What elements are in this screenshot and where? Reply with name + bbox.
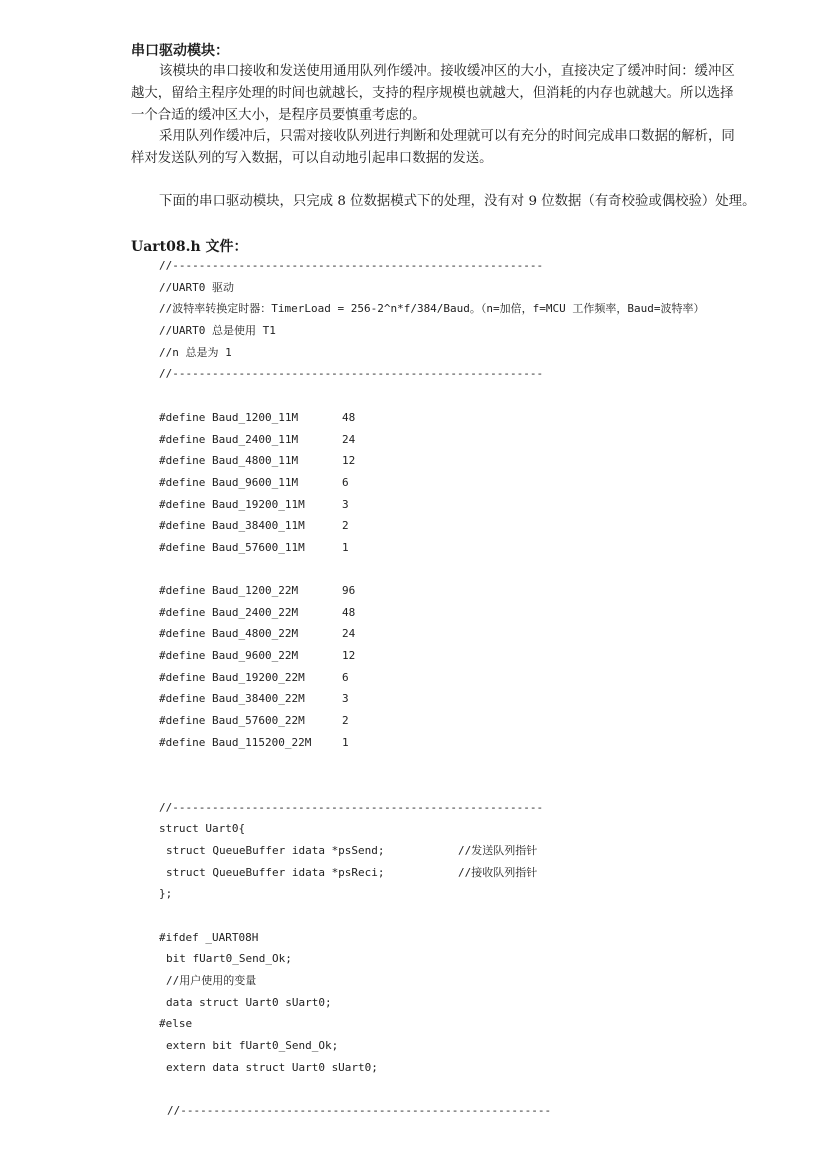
paragraph-line: 采用队列作缓冲后，只需对接收队列进行判断和处理就可以有充分的时间完成串口数据的解析，同	[159, 129, 735, 144]
define-name: #define Baud_9600_22M	[159, 649, 299, 662]
member-comment: //发送队列指针	[458, 844, 538, 857]
code-line: extern bit fUart0_Send_Ok;	[166, 1039, 339, 1052]
define-line	[159, 432, 379, 448]
define-line	[159, 648, 379, 664]
define-name: #define Baud_19200_22M	[159, 671, 305, 684]
define-value: 12	[342, 454, 356, 467]
member-decl: struct QueueBuffer idata *psSend;	[166, 844, 385, 857]
define-value: 48	[342, 411, 356, 424]
define-name: #define Baud_38400_22M	[159, 692, 305, 705]
define-line	[159, 453, 379, 469]
define-value: 96	[342, 584, 356, 597]
define-value: 6	[342, 671, 349, 684]
define-line	[159, 605, 379, 621]
struct-close: };	[159, 887, 173, 900]
define-name: #define Baud_57600_11M	[159, 541, 305, 554]
define-line	[159, 475, 379, 491]
define-line	[159, 540, 379, 556]
preprocessor-line: #ifdef _UART08H	[159, 931, 259, 944]
define-name: #define Baud_2400_11M	[159, 433, 299, 446]
struct-open: struct Uart0{	[159, 822, 246, 835]
define-value: 24	[342, 627, 356, 640]
define-value: 1	[342, 541, 349, 554]
member-decl: struct QueueBuffer idata *psReci;	[166, 866, 385, 879]
code-line: bit fUart0_Send_Ok;	[166, 952, 292, 965]
define-name: #define Baud_115200_22M	[159, 736, 312, 749]
section-title: 串口驱动模块：	[131, 43, 229, 59]
define-line	[159, 518, 379, 534]
file-title: Uart08.h 文件：	[131, 239, 248, 255]
paragraph-line: 样对发送队列的写入数据，可以自动地引起串口数据的发送。	[131, 151, 493, 166]
paragraph-line: 越大，留给主程序处理的时间也就越长，支持的程序规模也就越大，但消耗的内存也就越大。所以选择	[131, 86, 734, 101]
code-comment: //用户使用的变量	[166, 974, 257, 987]
define-name: #define Baud_1200_22M	[159, 584, 299, 597]
paragraph-line: 该模块的串口接收和发送使用通用队列作缓冲。接收缓冲区的大小，直接决定了缓冲时间：缓冲区	[159, 64, 735, 79]
define-value: 24	[342, 433, 356, 446]
define-line	[159, 691, 379, 707]
define-line	[159, 626, 379, 642]
define-value: 3	[342, 692, 349, 705]
define-name: #define Baud_1200_11M	[159, 411, 299, 424]
define-value: 12	[342, 649, 356, 662]
code-comment: //n 总是为 1	[159, 346, 232, 359]
define-value: 1	[342, 736, 349, 749]
define-line	[159, 583, 379, 599]
define-name: #define Baud_38400_11M	[159, 519, 305, 532]
comment-separator: //--------------------------------------------------------	[159, 259, 544, 272]
define-line	[159, 713, 379, 729]
preprocessor-line: #else	[159, 1017, 193, 1030]
define-name: #define Baud_57600_22M	[159, 714, 305, 727]
define-value: 2	[342, 519, 349, 532]
define-name: #define Baud_19200_11M	[159, 498, 305, 511]
code-comment: //波特率转换定时器：TimerLoad = 256-2^n*f/384/Baud。（n=加倍，f=MCU 工作频率，Baud=波特率）	[159, 302, 705, 315]
define-line	[159, 670, 379, 686]
comment-separator: //--------------------------------------------------------	[159, 367, 544, 380]
code-line: extern data struct Uart0 sUart0;	[166, 1061, 378, 1074]
define-line	[159, 735, 379, 751]
define-value: 3	[342, 498, 349, 511]
define-name: #define Baud_2400_22M	[159, 606, 299, 619]
define-value: 48	[342, 606, 356, 619]
code-comment: //UART0 总是使用 T1	[159, 324, 276, 337]
struct-member	[166, 843, 566, 859]
code-line: data struct Uart0 sUart0;	[166, 996, 332, 1009]
struct-member	[166, 865, 566, 881]
comment-separator: //--------------------------------------------------------	[159, 801, 544, 814]
paragraph-line: 下面的串口驱动模块，只完成 8 位数据模式下的处理，没有对 9 位数据（有奇校验或偶校验）处理。	[159, 194, 756, 209]
code-comment: //UART0 驱动	[159, 281, 234, 294]
define-value: 6	[342, 476, 349, 489]
define-name: #define Baud_4800_22M	[159, 627, 299, 640]
define-line	[159, 410, 379, 426]
define-line	[159, 497, 379, 513]
define-value: 2	[342, 714, 349, 727]
paragraph-line: 一个合适的缓冲区大小，是程序员要慎重考虑的。	[131, 108, 426, 123]
comment-separator: //--------------------------------------------------------	[167, 1104, 552, 1117]
define-name: #define Baud_4800_11M	[159, 454, 299, 467]
code-block	[159, 0, 799, 1169]
member-comment: //接收队列指针	[458, 866, 538, 879]
define-name: #define Baud_9600_11M	[159, 476, 299, 489]
